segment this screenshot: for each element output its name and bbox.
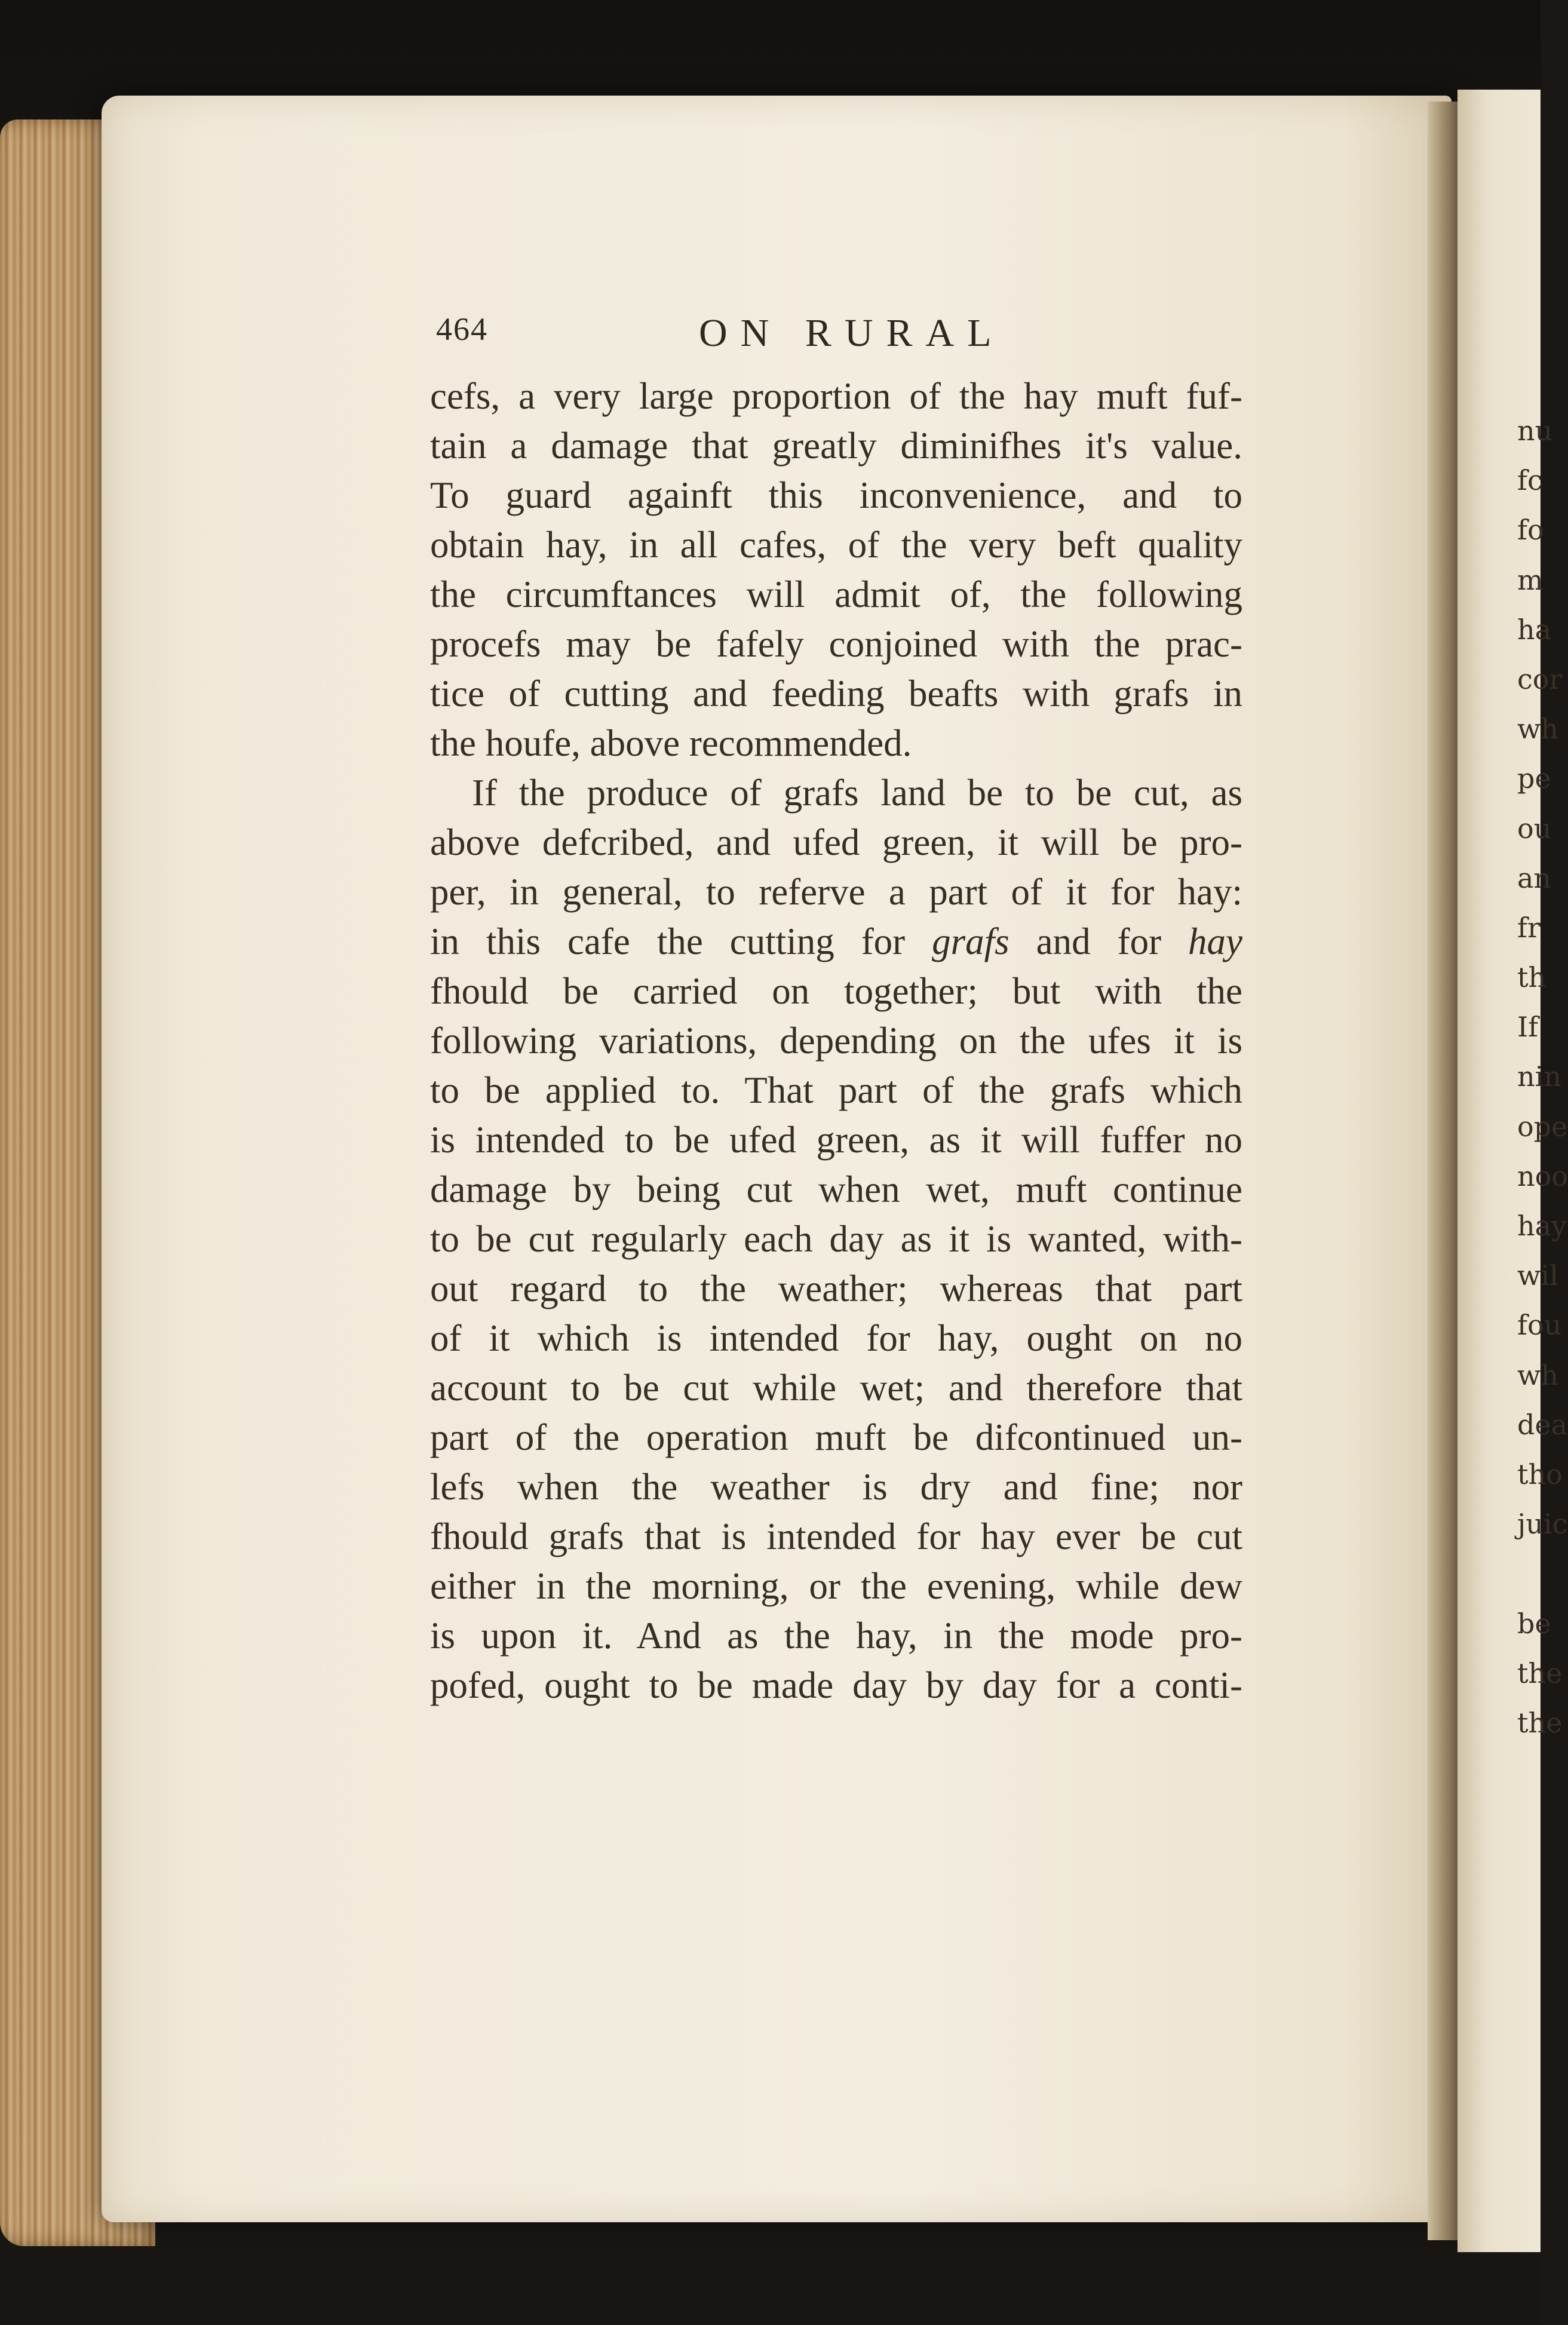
right-page-fragment: wil [1517, 1259, 1558, 1292]
text-line-content: is intended to be ufed green, as it will fuffer no [430, 1119, 1242, 1161]
text-line [430, 1661, 1242, 1710]
text-line-content: account to be cut while wet; and therefore that [430, 1367, 1242, 1409]
right-page-fragment: be [1517, 1607, 1551, 1640]
text-line-content: per, in general, to referve a part of it for hay: [430, 871, 1242, 913]
text-line [430, 1066, 1242, 1115]
text-line-content: fhould grafs that is intended for hay ever be cut [430, 1516, 1242, 1557]
text-line [430, 719, 1242, 768]
text-line-content: lefs when the weather is dry and fine; nor [430, 1466, 1242, 1508]
text-line-content: obtain hay, in all cafes, of the very beft quality [430, 524, 1242, 566]
right-page-fragment: juic [1517, 1508, 1568, 1541]
right-page-fragment: hay [1517, 1210, 1567, 1242]
text-line-content: to be applied to. That part of the grafs which [430, 1069, 1242, 1111]
right-page-fragment: tho [1517, 1458, 1563, 1490]
text-line [430, 768, 1242, 818]
text-line [430, 1562, 1242, 1611]
text-line-content: out regard to the weather; whereas that part [430, 1268, 1242, 1309]
text-line [430, 1264, 1242, 1314]
text-line-content: tice of cutting and feeding beafts with grafs in [430, 673, 1242, 714]
text-line [430, 867, 1242, 917]
text-line [430, 1115, 1242, 1165]
right-page-fragment: nu [1517, 415, 1553, 447]
right-page-fragment: noo [1517, 1160, 1568, 1192]
text-line [430, 1512, 1242, 1562]
right-page-fragment: nin [1517, 1060, 1561, 1093]
text-line-content: is upon it. And as the hay, in the mode pro- [430, 1615, 1242, 1657]
text-line-content: the houfe, above recommended. [430, 722, 912, 764]
text-line [430, 917, 1242, 967]
page-number: 464 [436, 311, 488, 347]
text-line [430, 1165, 1242, 1214]
right-page-fragment: cor [1517, 662, 1563, 695]
italic-word: hay [1188, 921, 1242, 962]
right-page-fragment: fr [1517, 911, 1541, 944]
text-line-content: in this cafe the cutting for grafs and for hay [430, 921, 1242, 962]
text-line [430, 1363, 1242, 1413]
text-line [430, 1462, 1242, 1512]
right-page-fragment: ou [1517, 812, 1552, 845]
text-line-content: damage by being cut when wet, muft continue [430, 1168, 1242, 1210]
text-line [430, 471, 1242, 520]
text-line-content: If the produce of grafs land be to be cut, as [472, 772, 1242, 814]
right-page-fragment: th [1517, 961, 1546, 994]
text-line-content: tain a damage that greatly diminifhes it's value. [430, 425, 1242, 467]
running-head: ON RURAL [699, 311, 1005, 355]
right-page-fragment: the [1517, 1657, 1563, 1689]
text-line-content: to be cut regularly each day as it is wanted, with- [430, 1218, 1242, 1260]
text-line-content: part of the operation muft be difcontinued un- [430, 1416, 1242, 1458]
right-page-fragment: dea [1517, 1408, 1568, 1441]
text-line-content: following variations, depending on the ufes it is [430, 1020, 1242, 1062]
text-line [430, 619, 1242, 669]
text-line-content: the circumftances will admit of, the following [430, 573, 1242, 615]
text-line [430, 421, 1242, 471]
right-page-fragment: If [1517, 1011, 1539, 1044]
body-text [430, 372, 1242, 1710]
text-line [430, 372, 1242, 421]
italic-word: grafs [932, 921, 1009, 962]
right-page-text-fragments [1517, 406, 1568, 1748]
text-line-content: fhould be carried on together; but with the [430, 970, 1242, 1012]
right-page-fragment [1517, 1549, 1541, 1599]
text-line [430, 520, 1242, 570]
text-line [430, 1214, 1242, 1264]
text-line-content: cefs, a very large proportion of the hay muft fuf- [430, 375, 1242, 417]
text-line-content: above defcribed, and ufed green, it will be pro- [430, 821, 1242, 863]
text-line [430, 1413, 1242, 1462]
text-line-content: procefs may be fafely conjoined with the prac- [430, 623, 1242, 665]
text-line-content: pofed, ought to be made day by day for a conti- [430, 1664, 1242, 1706]
text-line-content: To guard againft this inconvenience, and to [430, 474, 1242, 516]
right-page-fragment: ha [1517, 613, 1552, 646]
right-page-fragment: the [1517, 1706, 1563, 1739]
text-line [430, 1611, 1242, 1661]
text-line [430, 669, 1242, 719]
right-page-fragment: wh [1517, 713, 1558, 746]
right-page-fragment: m [1517, 563, 1544, 596]
right-page-fragment: ope [1517, 1110, 1568, 1143]
right-page-fragment: wh [1517, 1358, 1558, 1391]
text-line [430, 570, 1242, 619]
text-line-content: either in the morning, or the evening, while dew [430, 1565, 1242, 1607]
right-page-fragment: pe [1517, 762, 1551, 795]
text-line [430, 1314, 1242, 1363]
text-line-content: of it which is intended for hay, ought on no [430, 1317, 1242, 1359]
right-page-fragment: fou [1517, 1309, 1562, 1342]
right-page-fragment: an [1517, 861, 1552, 894]
text-line [430, 1016, 1242, 1066]
text-line [430, 967, 1242, 1016]
right-page-fragment: fo [1517, 514, 1544, 547]
right-page-fragment: fc [1517, 464, 1543, 497]
text-line [430, 818, 1242, 867]
